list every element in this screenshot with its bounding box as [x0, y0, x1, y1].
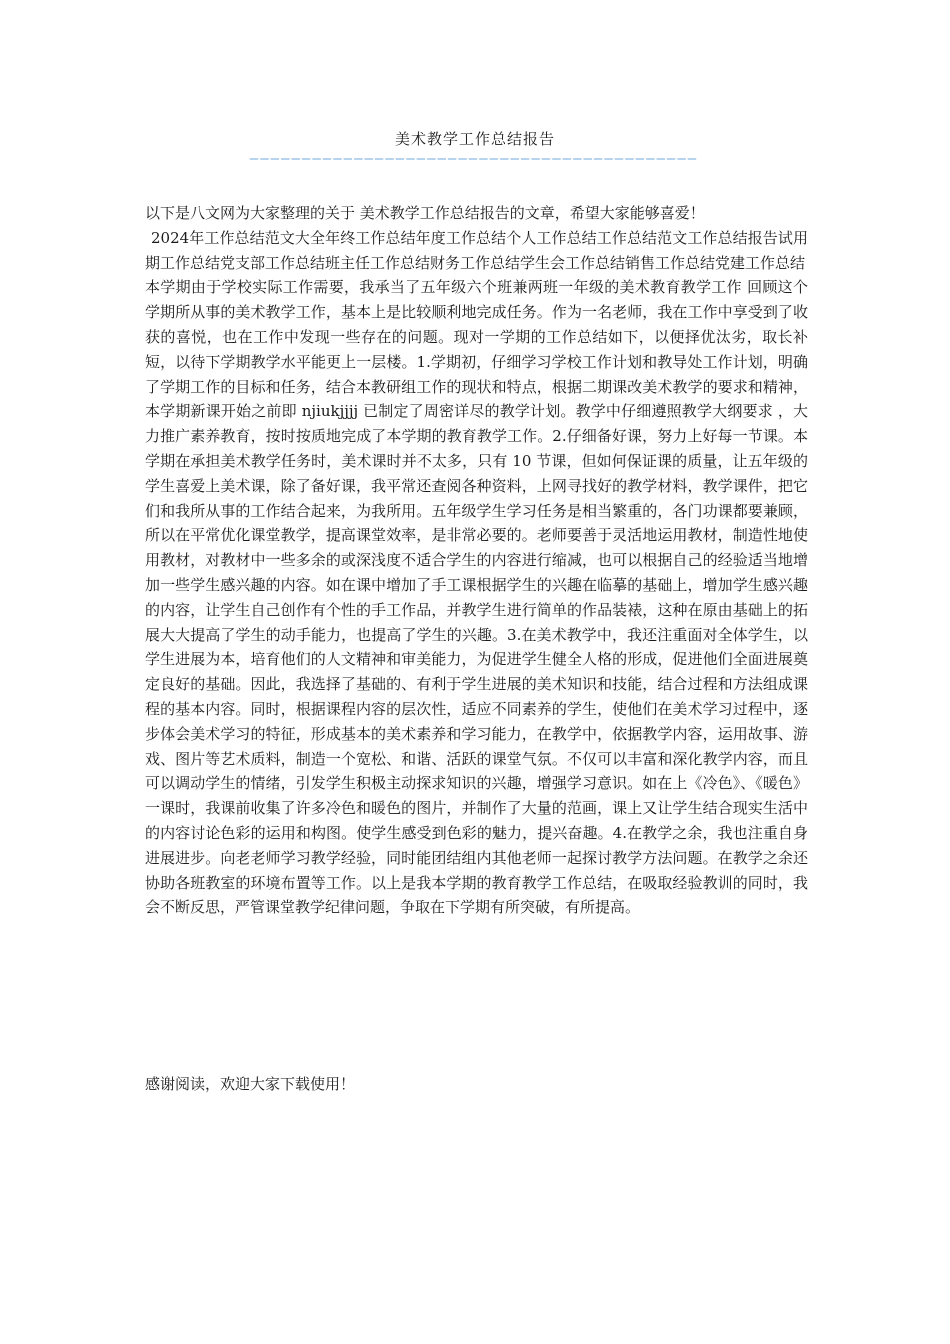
document-title: 美术教学工作总结报告: [394, 130, 555, 148]
closing-line: 感谢阅读，欢迎大家下载使用！: [145, 1075, 356, 1093]
related-links-paragraph: 2024年工作总结范文大全年终工作总结年度工作总结个人工作总结工作总结范文工作总结报告试用期工作总结党支部工作总结班主任工作总结财务工作总结学生会工作总结销售工作总结党建工作总结: [145, 228, 808, 272]
document-body: [145, 201, 808, 920]
main-paragraph: 本学期由于学校实际工作需要，我承当了五年级六个班兼两班一年级的美术教育教学工作 回顾这个学期所从事的美术教学工作，基本上是比较顺利地完成任务。作为一名老师，我在工作中享受到了收获的喜悦，也在工作中发现一些存在的问题。现对一学期的工作总结如下，以便择优汰劣，取长补短，以待下学期教学水平能更上一层楼。1.学期初，仔细学习学校工作计划和教导处工作计划，明确了学期工作的目标和任务，结合本教研组工作的现状和特点，根据二期课改美术教学的要求和精神，本学期新课开始之前即 njiukjjjj 已制定了周密详尽的教学计划。教学中仔细遵照教学大纲要求 ，大力推广素养教育，按时按质地完成了本学期的教育教学工作。2.仔细备好课，努力上好每一节课。本学期在承担美术教学任务时，美术课时并不太多，只有 10 节课，但如何保证课的质量，让五年级的学生喜爱上美术课，除了备好课，我平常还查阅各种资料，上网寻找好的教学材料，教学课件，把它们和我所从事的工作结合起来，为我所用。五年级学生学习任务是相当繁重的，各门功课都要兼顾，所以在平常优化课堂教学，提高课堂效率，是非常必要的。老师要善于灵活地运用教材，制造性地使用教材，对教材中一些多余的或深浅度不适合学生的内容进行缩减，也可以根据自己的经验适当地增加一些学生感兴趣的内容。如在课中增加了手工课根据学生的兴趣在临摹的基础上，增加学生感兴趣的内容，让学生自己创作有个性的手工作品，并教学生进行简单的作品装裱，这种在原由基础上的拓展大大提高了学生的动手能力，也提高了学生的兴趣。3.在美术教学中，我还注重面对全体学生，以学生进展为本，培育他们的人文精神和审美能力，为促进学生健全人格的形成，促进他们全面进展奠定良好的基础。因此，我选择了基础的、有利于学生进展的美术知识和技能，结合过程和方法组成课程的基本内容。同时，根据课程内容的层次性，适应不同素养的学生，使他们在美术学习过程中，逐步体会美术学习的特征，形成基本的美术素养和学习能力，在教学中，依据教学内容，运用故事、游戏、图片等艺术质料，制造一个宽松、和谐、活跃的课堂气氛。不仅可以丰富和深化教学内容，而且可以调动学生的情绪，引发学生积极主动探求知识的兴趣，增强学习意识。如在上《冷色》、《暖色》一课时，我课前收集了许多冷色和暖色的图片，并制作了大量的范画，课上又让学生结合现实生活中的内容讨论色彩的运用和构图。使学生感受到色彩的魅力，提兴奋趣。4.在教学之余，我也注重自身进展进步。向老老师学习教学经验，同时能团结组内其他老师一起探讨教学方法问题。在教学之余还协助各班教室的环境布置等工作。以上是我本学期的教育教学工作总结，在吸取经验教训的同时，我会不断反思，严管课堂教学纪律问题，争取在下学期有所突破，有所提高。: [145, 278, 808, 917]
title-divider: ———————————————————————————————————————————: [249, 152, 699, 166]
intro-paragraph: 以下是八文网为大家整理的关于 美术教学工作总结报告的文章，希望大家能够喜爱！: [145, 204, 705, 222]
